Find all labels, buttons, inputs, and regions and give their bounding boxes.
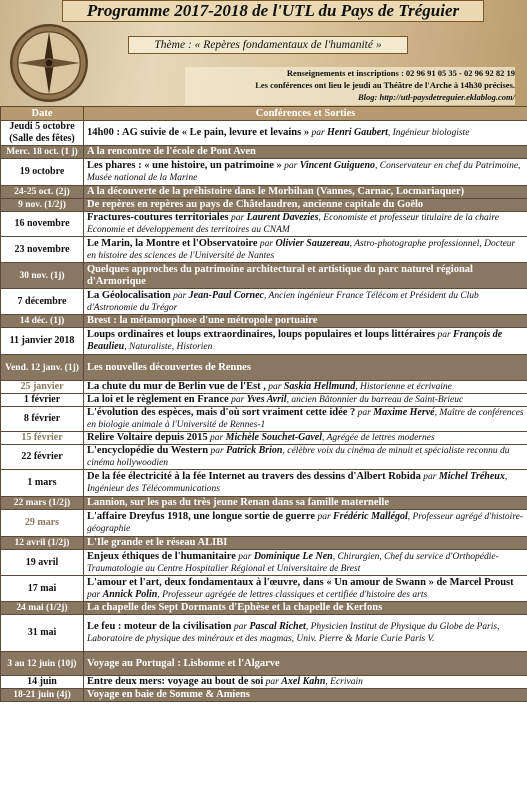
speaker-name: Patrick Brion bbox=[226, 445, 283, 456]
speaker-title: , Economiste et professeur titulaire de la chaire Economie et développement des territoires au CNAM bbox=[87, 213, 499, 235]
speaker-info: par Vincent Guigueno, Conservateur en chef du Patrimoine, Musée national de la Marine bbox=[87, 160, 521, 183]
event-title: La loi et le règlement en France bbox=[87, 394, 229, 405]
row-date: 12 avril (1/2j) bbox=[1, 537, 84, 550]
row-event bbox=[84, 407, 527, 432]
row-date: 22 février bbox=[1, 445, 84, 470]
excursion-row bbox=[1, 186, 527, 199]
event-title: Les nouvelles découvertes de Rennes bbox=[87, 361, 251, 373]
blog-link[interactable]: Blog: http://utl-paysdetreguier.eklablog.com/ bbox=[357, 92, 515, 102]
speaker-name: Henri Gaubert bbox=[327, 127, 388, 138]
row-date: 31 mai bbox=[1, 615, 84, 652]
row-event bbox=[84, 602, 527, 615]
row-date: 1 mars bbox=[1, 470, 84, 497]
conference-row bbox=[1, 550, 527, 576]
row-event bbox=[84, 510, 527, 537]
row-event bbox=[84, 394, 527, 407]
speaker-info: par Patrick Brion, célèbre voix du cinéma de minuit et spécialiste reconnu du cinéma hollywoodien bbox=[87, 445, 510, 468]
speaker-name: Yves Avril bbox=[246, 394, 287, 405]
speaker-info: par Maxime Hervé, Maître de conférences en biologie animale à l'Université de Rennes-1 bbox=[87, 407, 524, 430]
speaker-name: Axel Kahn bbox=[281, 676, 326, 687]
speaker-name: Olivier Sauzereau bbox=[275, 237, 350, 249]
row-event bbox=[84, 381, 527, 394]
row-date: 11 janvier 2018 bbox=[1, 328, 84, 355]
row-date: 22 mars (1/2j) bbox=[1, 497, 84, 510]
row-event bbox=[84, 199, 527, 212]
event-title: De la fée électricité à la fée Internet au travers des dessins d'Albert Robida bbox=[87, 471, 421, 482]
row-date: 16 novembre bbox=[1, 212, 84, 237]
speaker-info: par Olivier Sauzereau, Astro-photographe professionnel, Docteur en histoire des sciences de l'Université de Nantes bbox=[87, 237, 516, 261]
conference-row bbox=[1, 328, 527, 355]
speaker-title: , Professeur agrégée de lettres classiques et certifiée d'histoire des arts bbox=[157, 589, 428, 600]
row-event bbox=[84, 212, 527, 237]
conference-row bbox=[1, 394, 527, 407]
excursion-row bbox=[1, 537, 527, 550]
speaker-name: Maxime Hervé bbox=[373, 407, 435, 418]
excursion-row bbox=[1, 652, 527, 676]
speaker-name: Pascal Richet bbox=[249, 621, 306, 632]
speaker-info: par François de Beaulieu, Naturaliste, Historien bbox=[87, 329, 503, 352]
row-date: 14 juin bbox=[1, 676, 84, 689]
row-date: 15 février bbox=[1, 432, 84, 445]
speaker-title: , Historienne et écrivaine bbox=[355, 382, 452, 392]
row-event bbox=[84, 121, 527, 146]
speaker-info: par Laurent Davezies, Economiste et professeur titulaire de la chaire Economie et développement des territoires au CNAM bbox=[87, 212, 499, 235]
event-title: La chute du mur de Berlin vue de l'Est , bbox=[87, 381, 266, 392]
speaker-name: Jean-Paul Cornec bbox=[188, 289, 264, 301]
speaker-name: Michèle Souchet-Gavel bbox=[225, 432, 322, 443]
conference-row bbox=[1, 470, 527, 497]
speaker-info: par Axel Kahn, Ecrivain bbox=[263, 676, 363, 687]
theme-banner: Thème : « Repères fondamentaux de l'humanité » bbox=[128, 36, 408, 54]
speaker-title: , Ancien ingénieur France Télécom et Président du Club d'Astronomie du Trégor bbox=[87, 290, 479, 313]
conference-row bbox=[1, 381, 527, 394]
event-title: Relire Voltaire depuis 2015 bbox=[87, 432, 208, 443]
row-date: 29 mars bbox=[1, 510, 84, 537]
speaker-title: , Maître de conférences en biologie animale à l'Université de Rennes-1 bbox=[87, 408, 524, 430]
event-title: Loups ordinaires et loups extraordinaires, loups populaires et loups littéraires bbox=[87, 329, 436, 340]
event-title: L'amour et l'art, deux fondamentaux à l'œuvre, dans « Un amour de Swann » de Marcel Proust bbox=[87, 576, 514, 588]
row-date: 19 octobre bbox=[1, 159, 84, 186]
speaker-name: Laurent Davezies bbox=[246, 212, 319, 223]
speaker-name: François de Beaulieu bbox=[87, 329, 503, 352]
conference-row bbox=[1, 407, 527, 432]
row-event bbox=[84, 186, 527, 199]
event-title: Fractures-coutures territoriales bbox=[87, 212, 229, 223]
event-title: Le Marin, la Montre et l'Observatoire bbox=[87, 237, 258, 249]
row-event bbox=[84, 576, 527, 602]
row-date: Jeudi 5 octobre (Salle des fêtes) bbox=[1, 121, 84, 146]
event-title: Les phares : « une histoire, un patrimoine » bbox=[87, 160, 282, 171]
excursion-row bbox=[1, 315, 527, 328]
event-title: Lannion, sur les pas du très jeune Renan dans sa famille maternelle bbox=[87, 497, 389, 508]
row-event bbox=[84, 289, 527, 315]
row-event bbox=[84, 146, 527, 159]
row-date: 1 février bbox=[1, 394, 84, 407]
row-event bbox=[84, 432, 527, 445]
speaker-info: par Annick Polin, Professeur agrégée de lettres classiques et certifiée d'histoire des arts bbox=[87, 588, 428, 600]
row-date: 19 avril bbox=[1, 550, 84, 576]
event-title: L'Ile grande et le réseau ALIBI bbox=[87, 537, 228, 548]
page-title: Programme 2017-2018 de l'UTL du Pays de Tréguier bbox=[62, 0, 484, 22]
row-event bbox=[84, 652, 527, 676]
speaker-title: , célèbre voix du cinéma de minuit et spécialiste reconnu du cinéma hollywoodien bbox=[87, 446, 510, 468]
date-column-header: Date bbox=[1, 107, 84, 121]
speaker-title: , Physicien Institut de Physique du Globe de Paris, Laboratoire de physique des minéraux et des magmas, Univ. Pierre & Marie Curie Paris V. bbox=[87, 622, 500, 644]
speaker-info: par Henri Gaubert, Ingénieur biologiste bbox=[309, 127, 470, 138]
excursion-row bbox=[1, 355, 527, 381]
speaker-title: , Chirurgien, Chef du service d'Orthopédie-Traumatologie au Centre Hospitalier Régional et Universitaire de Brest bbox=[87, 551, 499, 574]
event-title: L'évolution des espèces, mais d'où sort vraiment cette idée ? bbox=[87, 407, 356, 418]
speaker-name: Vincent Guigueno bbox=[299, 160, 376, 171]
row-date: 30 nov. (1j) bbox=[1, 263, 84, 289]
speaker-title: , Astro-photographe professionnel, Docteur en histoire des sciences de l'Université de Nantes bbox=[87, 238, 516, 261]
row-date: 3 au 12 juin (10j) bbox=[1, 652, 84, 676]
row-date: 24-25 oct. (2j) bbox=[1, 186, 84, 199]
speaker-title: , Professeur agrégé d'histoire-géographie bbox=[87, 512, 524, 534]
compass-icon bbox=[8, 22, 90, 104]
row-date: 23 novembre bbox=[1, 237, 84, 263]
row-event bbox=[84, 237, 527, 263]
event-title: Le feu : moteur de la civilisation bbox=[87, 621, 232, 632]
row-date: Vend. 12 janv. (1j) bbox=[1, 355, 84, 381]
row-date: Merc. 18 oct. (1 j) bbox=[1, 146, 84, 159]
contact-info bbox=[185, 67, 515, 105]
row-event bbox=[84, 159, 527, 186]
conference-row bbox=[1, 121, 527, 146]
events-column-header: Conférences et Sorties bbox=[84, 107, 527, 121]
speaker-info: par Saskia Hellmund, Historienne et écrivaine bbox=[265, 381, 452, 392]
event-title: Brest : la métamorphose d'une métropole portuaire bbox=[87, 315, 318, 326]
excursion-row bbox=[1, 689, 527, 702]
program-table bbox=[0, 106, 527, 702]
row-event bbox=[84, 676, 527, 689]
speaker-info: par Michel Tréheux, Ingénieur des Télécommunications bbox=[87, 471, 508, 494]
excursion-row bbox=[1, 146, 527, 159]
conference-row bbox=[1, 237, 527, 263]
conference-row bbox=[1, 212, 527, 237]
row-event bbox=[84, 615, 527, 652]
event-title: Voyage en baie de Somme & Amiens bbox=[87, 689, 250, 700]
event-title: L'affaire Dreyfus 1918, une longue sortie de guerre bbox=[87, 511, 316, 522]
header-banner bbox=[0, 0, 527, 106]
info-line-contact: Renseignements et inscriptions : 02 96 91 05 35 - 02 96 92 82 19 bbox=[286, 68, 515, 78]
row-event bbox=[84, 470, 527, 497]
speaker-title: , Naturaliste, Historien bbox=[124, 342, 213, 352]
speaker-name: Michel Tréheux bbox=[438, 471, 505, 482]
speaker-info: par Jean-Paul Cornec, Ancien ingénieur France Télécom et Président du Club d'Astronomie du Trégor bbox=[87, 289, 479, 313]
speaker-title: , ancien Bâtonnier du barreau de Saint-Brieuc bbox=[286, 395, 464, 405]
excursion-row bbox=[1, 602, 527, 615]
event-title: Quelques approches du patrimoine architectural et artistique du parc naturel régional d'Armorique bbox=[87, 263, 473, 287]
speaker-title: , Ecrivain bbox=[325, 677, 363, 687]
speaker-title: , Agrégée de lettres modernes bbox=[322, 433, 435, 443]
event-title: La Géolocalisation bbox=[87, 289, 171, 301]
conference-row bbox=[1, 445, 527, 470]
speaker-name: Dominique Le Nen bbox=[253, 550, 333, 562]
excursion-row bbox=[1, 497, 527, 510]
row-date: 25 janvier bbox=[1, 381, 84, 394]
speaker-info: par Michèle Souchet-Gavel, Agrégée de lettres modernes bbox=[207, 432, 435, 443]
event-title: A la rencontre de l'école de Pont Aven bbox=[87, 146, 256, 157]
row-event bbox=[84, 315, 527, 328]
row-date: 14 déc. (1j) bbox=[1, 315, 84, 328]
row-event bbox=[84, 263, 527, 289]
speaker-title: , Ingénieur des Télécommunications bbox=[87, 472, 508, 494]
event-title: Entre deux mers: voyage au bout de soi bbox=[87, 676, 264, 687]
row-date: 18-21 juin (4j) bbox=[1, 689, 84, 702]
conference-row bbox=[1, 615, 527, 652]
row-date: 7 décembre bbox=[1, 289, 84, 315]
speaker-name: Saskia Hellmund bbox=[283, 381, 356, 392]
row-event bbox=[84, 355, 527, 381]
speaker-info: par Pascal Richet, Physicien Institut de Physique du Globe de Paris, Laboratoire de physique des minéraux et des magmas, Univ. Pierre & Marie Curie Paris V. bbox=[87, 621, 500, 644]
info-line-venue: Les conférences ont lieu le jeudi au Théâtre de l'Arche à 14h30 précises. bbox=[255, 80, 515, 90]
event-title: L'encyclopédie du Western bbox=[87, 445, 209, 456]
speaker-info: par Yves Avril, ancien Bâtonnier du barreau de Saint-Brieuc bbox=[228, 394, 464, 405]
row-event bbox=[84, 550, 527, 576]
row-event bbox=[84, 497, 527, 510]
speaker-name: Frédéric Mallégol bbox=[333, 511, 408, 522]
row-event bbox=[84, 328, 527, 355]
conference-row bbox=[1, 510, 527, 537]
row-date: 8 février bbox=[1, 407, 84, 432]
conference-row bbox=[1, 576, 527, 602]
row-date: 9 nov. (1/2j) bbox=[1, 199, 84, 212]
conference-row bbox=[1, 289, 527, 315]
event-title: La chapelle des Sept Dormants d'Ephèse et la chapelle de Kerfons bbox=[87, 602, 383, 613]
speaker-info: par Frédéric Mallégol, Professeur agrégé d'histoire-géographie bbox=[87, 511, 524, 534]
speaker-title: , Conservateur en chef du Patrimoine, Musée national de la Marine bbox=[87, 161, 521, 183]
event-title: Enjeux éthiques de l'humanitaire bbox=[87, 550, 236, 562]
row-date: 24 mai (1/2j) bbox=[1, 602, 84, 615]
conference-row bbox=[1, 432, 527, 445]
conference-row bbox=[1, 159, 527, 186]
conference-row bbox=[1, 676, 527, 689]
event-title: 14h00 : AG suivie de « Le pain, levure et levains » bbox=[87, 127, 310, 138]
excursion-row bbox=[1, 199, 527, 212]
row-date: 17 mai bbox=[1, 576, 84, 602]
table-header-row bbox=[1, 107, 527, 121]
row-event bbox=[84, 537, 527, 550]
speaker-info: par Dominique Le Nen, Chirurgien, Chef du service d'Orthopédie-Traumatologie au Centre Hospitalier Régional et Universitaire de Brest bbox=[87, 550, 499, 574]
row-event bbox=[84, 689, 527, 702]
event-title: A la découverte de la préhistoire dans le Morbihan (Vannes, Carnac, Locmariaquer) bbox=[87, 186, 465, 197]
excursion-row bbox=[1, 263, 527, 289]
event-title: Voyage au Portugal : Lisbonne et l'Algarve bbox=[87, 657, 280, 669]
speaker-name: Annick Polin bbox=[102, 588, 158, 600]
event-title: De repères en repères au pays de Châtelaudren, ancienne capitale du Goëlo bbox=[87, 199, 424, 210]
speaker-title: , Ingénieur biologiste bbox=[387, 128, 470, 138]
row-event bbox=[84, 445, 527, 470]
